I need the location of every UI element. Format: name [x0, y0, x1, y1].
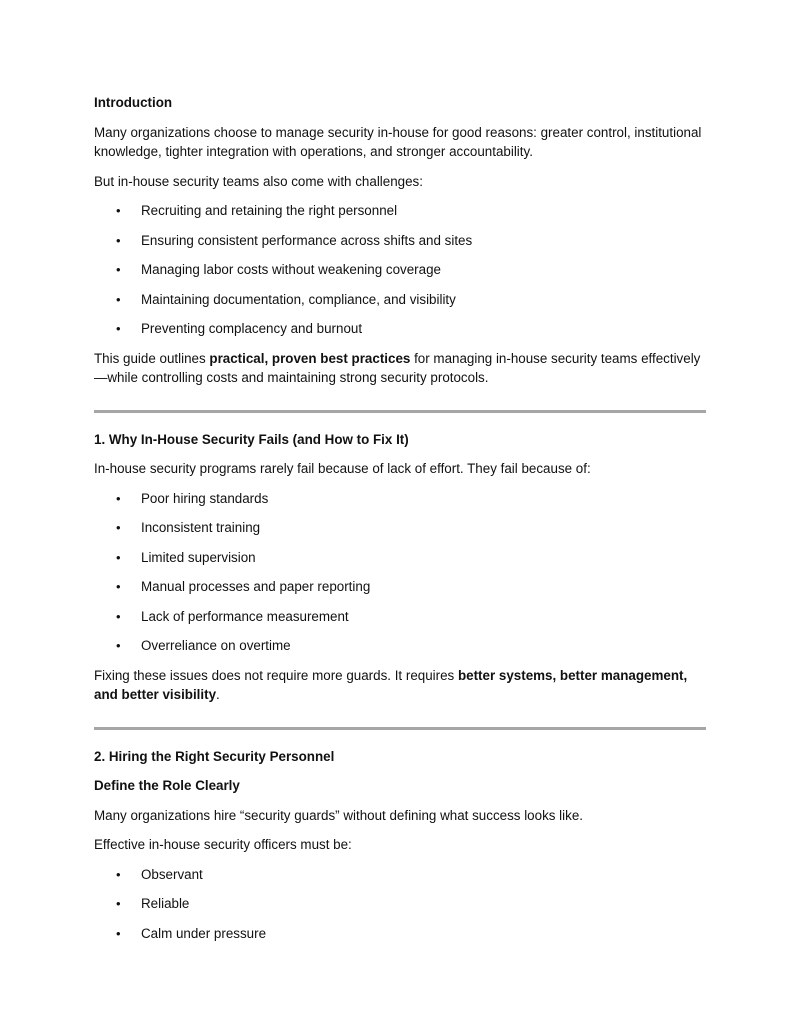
intro-p3-emphasis: practical, proven best practices: [209, 350, 411, 366]
intro-paragraph-2: But in-house security teams also come with challenges:: [94, 173, 423, 189]
section1-p2-end: .: [216, 687, 220, 702]
bullet-icon: •: [116, 203, 121, 218]
section2-subheading: Define the Role Clearly: [94, 778, 240, 793]
bullet-icon: •: [116, 262, 121, 277]
bullet-icon: •: [116, 520, 121, 535]
list-item: [94, 231, 706, 251]
section2-paragraph-2: Effective in-house security officers must be:: [94, 837, 352, 852]
list-item-text: Maintaining documentation, compliance, and visibility: [141, 291, 456, 307]
list-item-text: Calm under pressure: [141, 925, 267, 941]
list-item: [94, 894, 706, 914]
list-item: [94, 489, 706, 509]
list-item-text: Poor hiring standards: [141, 490, 269, 506]
list-item-text: Managing labor costs without weakening coverage: [141, 262, 441, 277]
list-item-text: Preventing complacency and burnout: [141, 321, 363, 336]
intro-paragraph-1: Many organizations choose to manage security in-house for good reasons: greater control, institutional knowledge, tighter integration with operations, and stronger accountability.: [94, 124, 702, 159]
list-item: [94, 577, 706, 597]
section2-heading: 2. Hiring the Right Security Personnel: [94, 748, 335, 764]
section1-p2-emphasis: better systems, better management, and better visibility: [94, 667, 688, 702]
list-item-text: Manual processes and paper reporting: [141, 579, 371, 594]
list-item-text: Lack of performance measurement: [141, 608, 349, 624]
bullet-icon: •: [116, 232, 121, 248]
bullet-icon: •: [116, 291, 121, 307]
list-item: [94, 260, 706, 280]
list-item: [94, 518, 706, 538]
list-item-text: Inconsistent training: [141, 520, 261, 535]
list-item: [94, 201, 706, 221]
intro-paragraph-3: [94, 349, 706, 388]
list-item: [94, 865, 706, 885]
bullet-icon: •: [116, 866, 121, 882]
document-page: [94, 93, 706, 953]
section1-paragraph-1: In-house security programs rarely fail because of lack of effort. They fail because of:: [94, 461, 591, 476]
section2-paragraph-1: Many organizations hire “security guards” without defining what success looks like.: [94, 807, 583, 823]
list-item-text: Ensuring consistent performance across shifts and sites: [141, 232, 473, 248]
list-item-text: Limited supervision: [141, 549, 256, 565]
list-item: [94, 319, 706, 339]
section-divider: [94, 410, 706, 413]
list-item-text: Reliable: [141, 896, 190, 911]
traits-list: [94, 865, 706, 944]
bullet-icon: •: [116, 608, 121, 624]
section1-paragraph-2: [94, 666, 706, 705]
bullet-icon: •: [116, 638, 121, 653]
list-item: [94, 607, 706, 627]
list-item-text: Overreliance on overtime: [141, 638, 291, 653]
list-item: [94, 548, 706, 568]
section-divider: [94, 727, 706, 730]
bullet-icon: •: [116, 490, 121, 506]
list-item-text: Observant: [141, 866, 203, 882]
list-item-text: Recruiting and retaining the right personnel: [141, 203, 398, 218]
section1-heading: 1. Why In-House Security Fails (and How to Fix It): [94, 431, 409, 447]
list-item: [94, 636, 706, 656]
section1-p2-start: Fixing these issues does not require more guards. It requires: [94, 667, 458, 683]
bullet-icon: •: [116, 925, 121, 941]
bullet-icon: •: [116, 321, 121, 336]
bullet-icon: •: [116, 549, 121, 565]
list-item: [94, 290, 706, 310]
intro-heading: Introduction: [94, 95, 173, 110]
intro-p3-end: for managing in-house security teams effectively—while controlling costs and maintaining strong security protocols.: [94, 350, 701, 385]
intro-p3-start: This guide outlines: [94, 350, 210, 366]
challenges-list: [94, 201, 706, 339]
list-item: [94, 924, 706, 944]
causes-list: [94, 489, 706, 656]
bullet-icon: •: [116, 579, 121, 594]
bullet-icon: •: [116, 896, 121, 911]
